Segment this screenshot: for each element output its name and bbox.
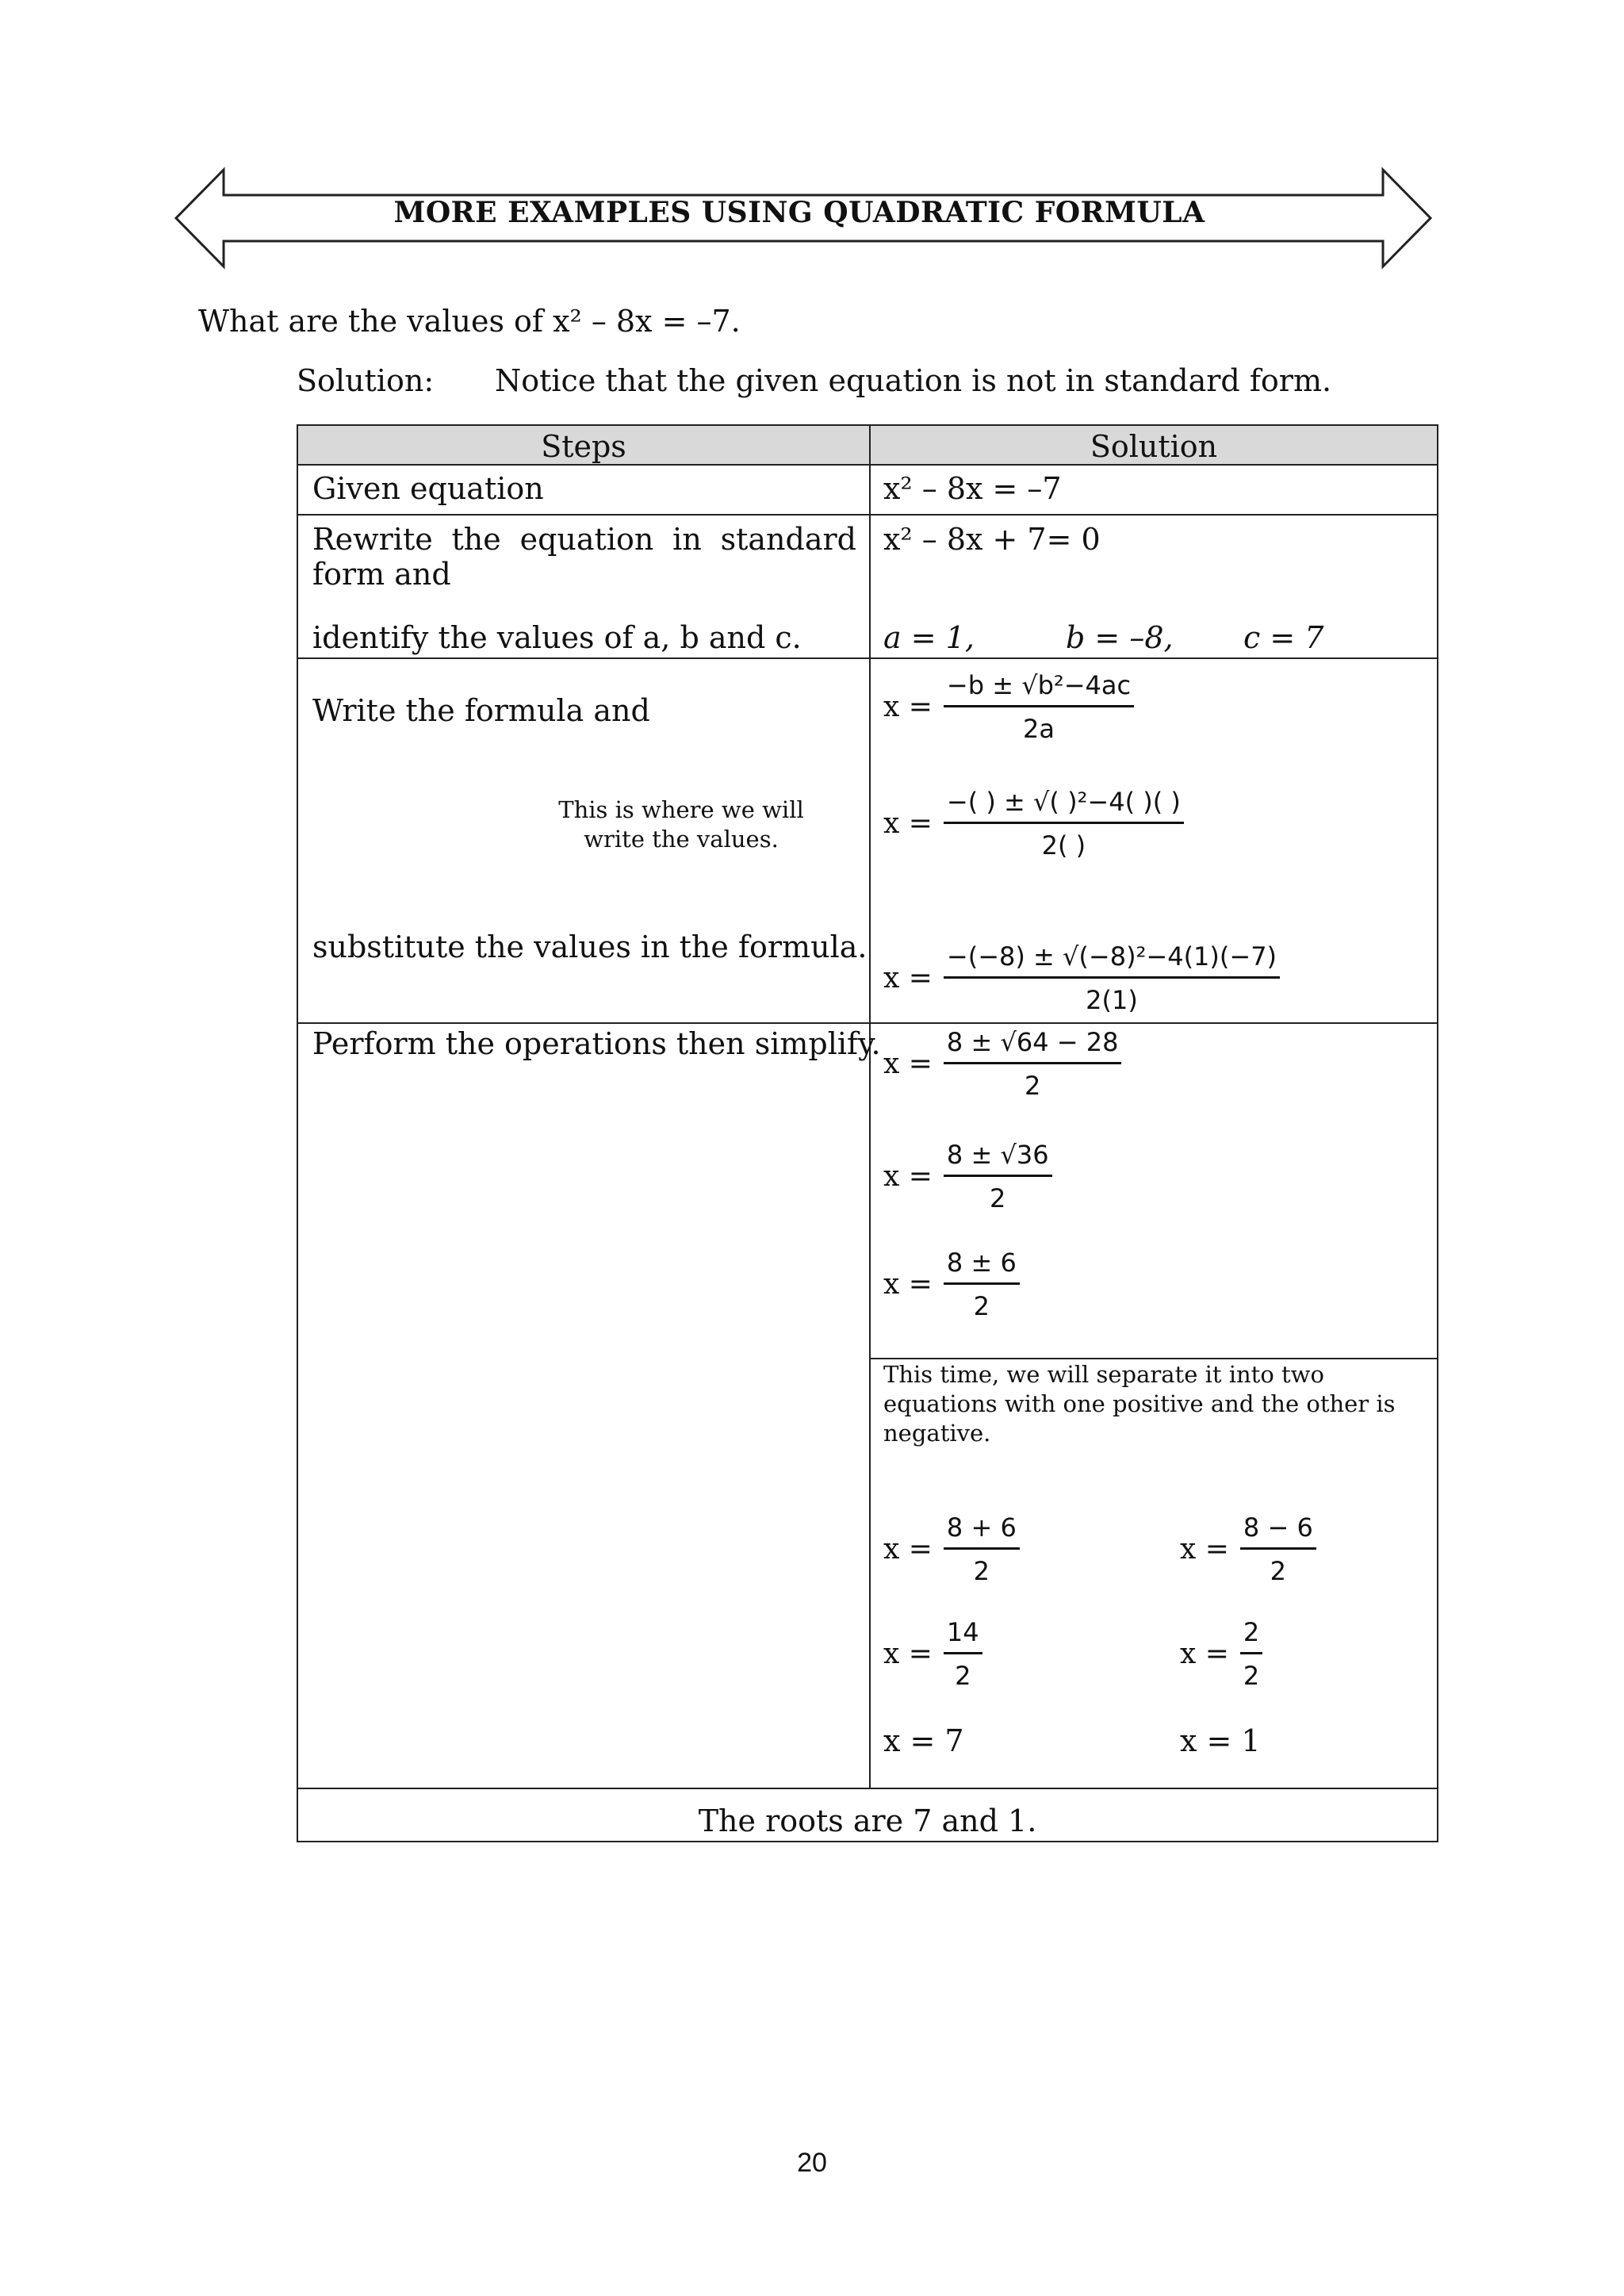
row-divider [298, 464, 1437, 466]
fraction-numerator: 14 [944, 1617, 982, 1654]
step-rewrite-line2: form and [312, 557, 451, 592]
header-steps: Steps [541, 429, 626, 464]
eq-prefix: x = [1180, 1533, 1229, 1566]
step-rewrite-line1: Rewrite the equation in standard [312, 522, 856, 557]
question-text: What are the values of x² – 8x = –7. [198, 304, 741, 339]
fraction-numerator: −(−8) ± √(−8)²−4(1)(−7) [944, 941, 1280, 979]
fraction [944, 1512, 1020, 1586]
row-divider [298, 1022, 1437, 1024]
positive-root: x = 7 [883, 1723, 964, 1758]
fraction-denominator: 2( ) [1041, 830, 1086, 861]
value-c: c = 7 [1243, 620, 1324, 655]
negative-eq2 [1180, 1617, 1262, 1691]
fraction-numerator: 8 ± √64 − 28 [944, 1027, 1122, 1064]
substituted-formula [883, 941, 1280, 1015]
step-identify-values: identify the values of a, b and c. [312, 620, 802, 655]
fraction-denominator: 2 [1243, 1661, 1260, 1691]
fraction-denominator: 2(1) [1086, 985, 1138, 1015]
row-divider [298, 657, 1437, 659]
negative-root: x = 1 [1180, 1723, 1261, 1758]
note-line1: This is where we will [558, 796, 804, 823]
negative-eq1 [1180, 1512, 1316, 1586]
positive-eq2 [883, 1617, 982, 1691]
fraction-numerator: 8 ± 6 [944, 1248, 1020, 1285]
simplify-eq3 [883, 1248, 1020, 1321]
row-divider [298, 1788, 1437, 1789]
fraction-denominator: 2a [1023, 714, 1055, 744]
page-number: 20 [797, 2148, 827, 2178]
simplify-eq2 [883, 1140, 1052, 1213]
simplify-eq1 [883, 1027, 1121, 1101]
eq-prefix: x = [883, 962, 933, 995]
row-divider [298, 514, 1437, 516]
eq-prefix: x = [883, 1268, 933, 1301]
fraction-numerator: 8 ± √36 [944, 1140, 1052, 1177]
solution-standard-form: x² – 8x + 7= 0 [883, 522, 1101, 557]
step-given-equation: Given equation [312, 471, 544, 506]
eq-prefix: x = [883, 1048, 933, 1080]
fraction [1240, 1617, 1262, 1691]
eq-prefix: x = [883, 1160, 933, 1193]
note-write-values [534, 795, 828, 854]
fraction [944, 941, 1280, 1015]
fraction [944, 1617, 982, 1691]
fraction-denominator: 2 [973, 1556, 990, 1586]
steps-solution-table [297, 424, 1438, 1842]
fraction-numerator: −b ± √b²−4ac [944, 670, 1134, 707]
fraction-denominator: 2 [955, 1661, 971, 1691]
conclusion: The roots are 7 and 1. [698, 1803, 1037, 1838]
fraction-denominator: 2 [1270, 1556, 1287, 1586]
fraction-denominator: 2 [973, 1291, 990, 1321]
fraction [944, 1248, 1020, 1321]
note-line2: write the values. [584, 826, 779, 853]
step-write-formula: Write the formula and [312, 693, 650, 728]
header-solution: Solution [1090, 429, 1218, 464]
solution-label: Solution: [297, 363, 435, 398]
solution-given-equation: x² – 8x = –7 [883, 471, 1062, 506]
fraction [944, 1027, 1122, 1101]
solution-intro-text: Notice that the given equation is not in standard form. [495, 363, 1332, 398]
fraction [944, 670, 1134, 744]
fraction-numerator: −( ) ± √( )²−4( )( ) [944, 787, 1184, 824]
eq-prefix: x = [883, 691, 933, 723]
positive-eq1 [883, 1512, 1020, 1586]
fraction [944, 1140, 1052, 1213]
eq-prefix: x = [883, 1533, 933, 1566]
eq-prefix: x = [883, 1638, 933, 1670]
fraction-denominator: 2 [990, 1183, 1006, 1213]
fraction-numerator: 8 − 6 [1240, 1512, 1316, 1550]
eq-prefix: x = [1180, 1638, 1229, 1670]
step-substitute: substitute the values in the formula. [312, 930, 868, 964]
banner-title: MORE EXAMPLES USING QUADRATIC FORMULA [393, 196, 1205, 229]
value-a: a = 1, [883, 620, 975, 655]
row-divider [869, 1358, 1437, 1359]
eq-prefix: x = [883, 807, 933, 840]
separate-note: This time, we will separate it into two equations with one positive and the other is negative. [883, 1361, 1396, 1447]
blank-formula [883, 787, 1184, 861]
column-divider [869, 426, 871, 1788]
general-formula [883, 670, 1134, 744]
fraction [1240, 1512, 1316, 1586]
fraction-denominator: 2 [1024, 1071, 1041, 1101]
fraction-numerator: 8 + 6 [944, 1512, 1020, 1550]
fraction-numerator: 2 [1240, 1617, 1262, 1654]
value-b: b = –8, [1066, 620, 1174, 655]
fraction [944, 787, 1184, 861]
step-perform-operations: Perform the operations then simplify. [312, 1026, 881, 1061]
